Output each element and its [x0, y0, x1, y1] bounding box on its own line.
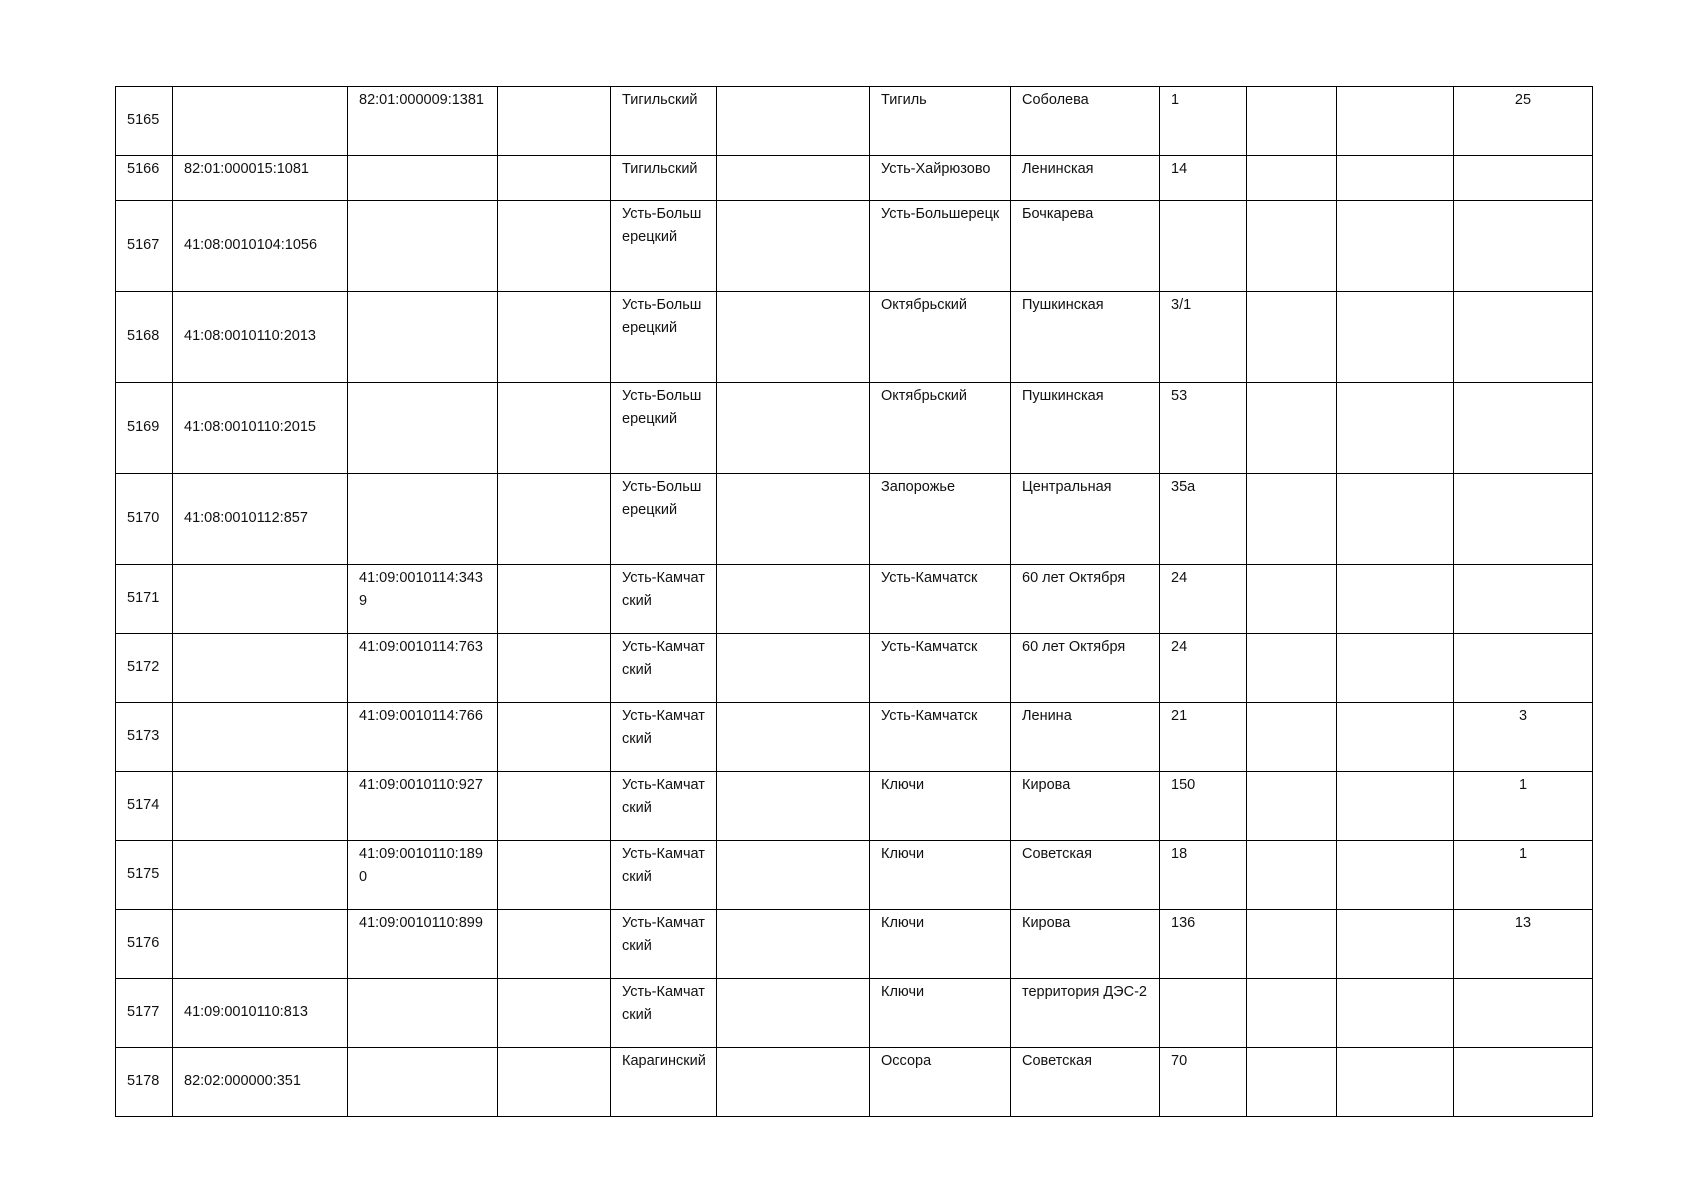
locality: Октябрьский — [870, 292, 1011, 383]
district: Усть-Большерецкий — [611, 383, 717, 474]
locality: Ключи — [870, 910, 1011, 979]
table-cell — [1337, 1048, 1454, 1117]
cadastral-number — [173, 772, 348, 841]
cadastral-number-alt — [348, 1048, 498, 1117]
table-cell — [1247, 383, 1337, 474]
house-number — [1160, 979, 1247, 1048]
street: Бочкарева — [1011, 201, 1160, 292]
house-number: 24 — [1160, 565, 1247, 634]
table-row — [116, 201, 1593, 292]
table-row — [116, 292, 1593, 383]
table-row — [116, 841, 1593, 910]
street: Советская — [1011, 841, 1160, 910]
house-number: 136 — [1160, 910, 1247, 979]
table-cell — [498, 292, 611, 383]
table-cell — [498, 703, 611, 772]
table-cell — [498, 201, 611, 292]
table-cell — [498, 772, 611, 841]
cadastral-number-alt: 82:01:000009:1381 — [348, 87, 498, 156]
table-cell — [1247, 1048, 1337, 1117]
cadastral-number: 41:08:0010104:1056 — [173, 201, 348, 292]
table-cell — [1337, 979, 1454, 1048]
table-cell — [498, 383, 611, 474]
cadastral-number — [173, 841, 348, 910]
cadastral-number-alt — [348, 201, 498, 292]
row-number: 5167 — [116, 201, 173, 292]
locality: Усть-Камчатск — [870, 703, 1011, 772]
table-cell — [1247, 979, 1337, 1048]
row-number: 5175 — [116, 841, 173, 910]
cadastral-number-alt: 41:09:0010110:899 — [348, 910, 498, 979]
district: Тигильский — [611, 87, 717, 156]
table-row — [116, 703, 1593, 772]
locality: Ключи — [870, 841, 1011, 910]
cadastral-number: 82:02:000000:351 — [173, 1048, 348, 1117]
locality: Усть-Хайрюзово — [870, 156, 1011, 201]
table-cell — [498, 634, 611, 703]
table-cell — [498, 841, 611, 910]
table-cell — [1337, 703, 1454, 772]
cadastral-number — [173, 565, 348, 634]
table-cell — [498, 565, 611, 634]
table-cell — [717, 634, 870, 703]
table-cell — [498, 910, 611, 979]
apartment-number — [1454, 383, 1593, 474]
table-cell — [1337, 292, 1454, 383]
cadastral-number: 82:01:000015:1081 — [173, 156, 348, 201]
registry-table — [115, 86, 1593, 1117]
table-cell — [717, 156, 870, 201]
locality: Ключи — [870, 979, 1011, 1048]
locality: Усть-Большерецк — [870, 201, 1011, 292]
table-row — [116, 979, 1593, 1048]
table-row — [116, 565, 1593, 634]
house-number: 150 — [1160, 772, 1247, 841]
table-cell — [1337, 910, 1454, 979]
street: 60 лет Октября — [1011, 634, 1160, 703]
table-cell — [717, 565, 870, 634]
table-cell — [498, 474, 611, 565]
table-cell — [717, 87, 870, 156]
district: Усть-Большерецкий — [611, 201, 717, 292]
cadastral-number: 41:08:0010112:857 — [173, 474, 348, 565]
cadastral-number-alt: 41:09:0010114:763 — [348, 634, 498, 703]
cadastral-number — [173, 87, 348, 156]
street: Соболева — [1011, 87, 1160, 156]
locality: Усть-Камчатск — [870, 565, 1011, 634]
apartment-number — [1454, 634, 1593, 703]
house-number: 53 — [1160, 383, 1247, 474]
street: территория ДЭС-2 — [1011, 979, 1160, 1048]
table-cell — [1337, 565, 1454, 634]
table-cell — [498, 979, 611, 1048]
apartment-number: 13 — [1454, 910, 1593, 979]
table-row — [116, 383, 1593, 474]
row-number: 5166 — [116, 156, 173, 201]
apartment-number — [1454, 292, 1593, 383]
row-number: 5174 — [116, 772, 173, 841]
district: Усть-Большерецкий — [611, 474, 717, 565]
table-cell — [717, 383, 870, 474]
table-cell — [1247, 474, 1337, 565]
table-cell — [1247, 156, 1337, 201]
table-cell — [1247, 565, 1337, 634]
row-number: 5173 — [116, 703, 173, 772]
cadastral-number-alt: 41:09:0010114:3439 — [348, 565, 498, 634]
table-cell — [717, 201, 870, 292]
house-number: 18 — [1160, 841, 1247, 910]
table-cell — [717, 474, 870, 565]
table-cell — [717, 841, 870, 910]
table-cell — [498, 156, 611, 201]
cadastral-number-alt: 41:09:0010110:927 — [348, 772, 498, 841]
row-number: 5176 — [116, 910, 173, 979]
street: Кирова — [1011, 772, 1160, 841]
street: Ленинская — [1011, 156, 1160, 201]
locality: Усть-Камчатск — [870, 634, 1011, 703]
district: Усть-Камчатский — [611, 910, 717, 979]
apartment-number — [1454, 1048, 1593, 1117]
cadastral-number — [173, 703, 348, 772]
district: Усть-Камчатский — [611, 979, 717, 1048]
apartment-number — [1454, 565, 1593, 634]
locality: Ключи — [870, 772, 1011, 841]
locality: Оссора — [870, 1048, 1011, 1117]
table-cell — [1247, 201, 1337, 292]
locality: Тигиль — [870, 87, 1011, 156]
row-number: 5172 — [116, 634, 173, 703]
district: Усть-Камчатский — [611, 634, 717, 703]
apartment-number: 25 — [1454, 87, 1593, 156]
table-cell — [1247, 292, 1337, 383]
apartment-number — [1454, 201, 1593, 292]
table-cell — [717, 979, 870, 1048]
table-cell — [1337, 383, 1454, 474]
district: Карагинский — [611, 1048, 717, 1117]
table-cell — [1247, 703, 1337, 772]
house-number: 3/1 — [1160, 292, 1247, 383]
street: Пушкинская — [1011, 383, 1160, 474]
table-cell — [1247, 841, 1337, 910]
district: Усть-Большерецкий — [611, 292, 717, 383]
table-cell — [1247, 87, 1337, 156]
house-number — [1160, 201, 1247, 292]
table-row — [116, 474, 1593, 565]
table-cell — [498, 1048, 611, 1117]
table-cell — [1337, 156, 1454, 201]
table-cell — [717, 703, 870, 772]
row-number: 5171 — [116, 565, 173, 634]
table-cell — [717, 292, 870, 383]
table-row — [116, 1048, 1593, 1117]
table-cell — [1337, 87, 1454, 156]
district: Усть-Камчатский — [611, 772, 717, 841]
cadastral-number-alt — [348, 474, 498, 565]
cadastral-number-alt — [348, 979, 498, 1048]
table-cell — [1247, 910, 1337, 979]
row-number: 5177 — [116, 979, 173, 1048]
apartment-number: 3 — [1454, 703, 1593, 772]
house-number: 1 — [1160, 87, 1247, 156]
cadastral-number-alt: 41:09:0010114:766 — [348, 703, 498, 772]
cadastral-number — [173, 910, 348, 979]
table-cell — [717, 772, 870, 841]
cadastral-number-alt — [348, 383, 498, 474]
row-number: 5168 — [116, 292, 173, 383]
apartment-number — [1454, 979, 1593, 1048]
row-number: 5178 — [116, 1048, 173, 1117]
table-cell — [1337, 634, 1454, 703]
row-number: 5165 — [116, 87, 173, 156]
table-cell — [1337, 201, 1454, 292]
house-number: 21 — [1160, 703, 1247, 772]
row-number: 5170 — [116, 474, 173, 565]
table-cell — [717, 910, 870, 979]
table-cell — [1337, 772, 1454, 841]
district: Усть-Камчатский — [611, 841, 717, 910]
district: Усть-Камчатский — [611, 703, 717, 772]
table-cell — [1247, 634, 1337, 703]
street: Пушкинская — [1011, 292, 1160, 383]
table-row — [116, 87, 1593, 156]
table-row — [116, 910, 1593, 979]
street: Ленина — [1011, 703, 1160, 772]
table-cell — [1337, 474, 1454, 565]
table-body — [116, 87, 1593, 1117]
street: Кирова — [1011, 910, 1160, 979]
cadastral-number-alt: 41:09:0010110:1890 — [348, 841, 498, 910]
table-cell — [1247, 772, 1337, 841]
street: Советская — [1011, 1048, 1160, 1117]
district: Тигильский — [611, 156, 717, 201]
table-row — [116, 772, 1593, 841]
cadastral-number: 41:09:0010110:813 — [173, 979, 348, 1048]
locality: Запорожье — [870, 474, 1011, 565]
apartment-number: 1 — [1454, 772, 1593, 841]
cadastral-number: 41:08:0010110:2015 — [173, 383, 348, 474]
cadastral-number-alt — [348, 292, 498, 383]
apartment-number: 1 — [1454, 841, 1593, 910]
locality: Октябрьский — [870, 383, 1011, 474]
cadastral-number: 41:08:0010110:2013 — [173, 292, 348, 383]
table-row — [116, 634, 1593, 703]
house-number: 24 — [1160, 634, 1247, 703]
street: 60 лет Октября — [1011, 565, 1160, 634]
table-cell — [498, 87, 611, 156]
district: Усть-Камчатский — [611, 565, 717, 634]
house-number: 14 — [1160, 156, 1247, 201]
apartment-number — [1454, 156, 1593, 201]
table-cell — [717, 1048, 870, 1117]
cadastral-number-alt — [348, 156, 498, 201]
apartment-number — [1454, 474, 1593, 565]
house-number: 35а — [1160, 474, 1247, 565]
cadastral-number — [173, 634, 348, 703]
street: Центральная — [1011, 474, 1160, 565]
table-row — [116, 156, 1593, 201]
house-number: 70 — [1160, 1048, 1247, 1117]
row-number: 5169 — [116, 383, 173, 474]
table-cell — [1337, 841, 1454, 910]
